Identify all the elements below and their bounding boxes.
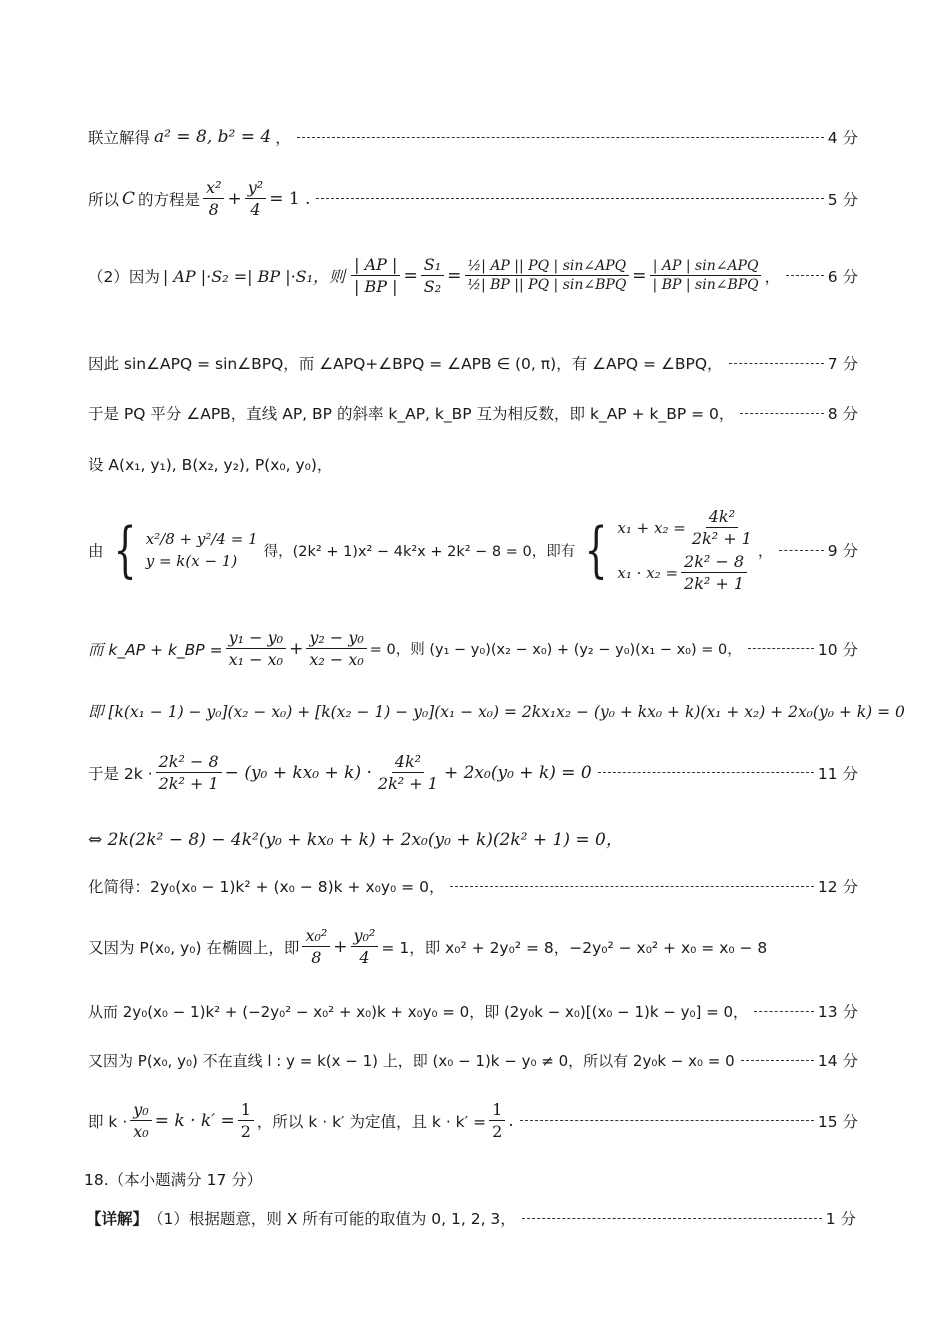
denominator: 2k² + 1 [684,574,745,593]
numerator: 2k² − 8 [156,752,222,773]
dash-leader [779,550,823,551]
numerator: y² [245,178,266,199]
denominator: x₁ − x₀ [228,650,284,669]
score-label: 10 分 [817,640,858,659]
dash-leader [316,198,823,199]
math: = k · k′ = [154,1110,235,1131]
math: | AP |·S₂ =| BP |·S₁，则 [162,267,346,286]
line-7 [88,352,858,374]
line-9 [88,500,858,600]
fraction [226,628,286,669]
line-expand [88,700,905,722]
text: ， [757,542,774,560]
left-brace: { [584,515,608,585]
numerator: y₀ [130,1100,151,1121]
line-10: 而 k_AP + k_BP = $\frac{\text{y₁ − y₀}}{\text{x₁ − x₀}}$ + $\frac{\text{y₂ − y₀}}{\text{x₂ − x₀}}$ = 0，则 (y₁ − y₀)(x₂ − x₀) + (y₂ − y₀)(x₁ − x₀) = 0， 10 分 [88,628,858,669]
line-1 [86,1207,856,1229]
denominator: 2k² + 1 [158,774,219,793]
equation-lhs: x₁ · x₂ = [617,563,679,582]
text: （1）根据题意，则 X 所有可能的取值为 0, 1, 2, 3， [148,1210,516,1228]
numerator: y₀² [351,926,379,947]
math: 即 [k(x₁ − 1) − y₀](x₂ − x₀) + [k(x₂ − 1) − y₀](x₁ − x₀) = 2kx₁x₂ − (y₀ + kx₀ + k)(x₁ + x₂) + 2x₀(y₀ + k) = 0 [88,703,905,721]
line-5 [88,178,858,219]
question-title: 18.（本小题满分 17 分） [84,1171,263,1189]
fraction [238,1100,254,1141]
line-12 [88,875,858,897]
numerator: y₁ − y₀ [226,628,286,649]
fraction [351,255,400,296]
line-13 [88,1000,858,1022]
text: 而 k_AP + k_BP = [88,640,223,659]
detail-tag: 【详解】 [86,1210,149,1228]
denominator: 4 [250,200,261,219]
fraction [464,258,629,293]
line-set-points [88,453,858,475]
text: （2）因为 [88,267,160,286]
math: + 2x₀(y₀ + k) = 0 [443,762,592,783]
equation: y = k(x − 1) [145,552,238,570]
question-18-header [84,1168,854,1190]
score-label: 4 分 [827,129,858,147]
math: . [508,1110,514,1131]
dash-leader [740,413,823,414]
text: ， [764,267,781,286]
numerator: 2k² − 8 [681,552,747,573]
text: ， [275,129,291,147]
math: + [227,188,242,209]
dash-leader [741,1060,814,1061]
text: 又因为 P(x₀, y₀) 在椭圆上，即 [88,938,300,957]
denominator: ½| BP || PQ | sin∠BPQ [467,277,627,293]
text: 于是 2k · [88,764,153,783]
score-label: 6 分 [827,267,858,286]
fraction [421,255,444,296]
fraction [302,926,330,967]
dash-leader [297,137,824,138]
denominator: 8 [311,948,322,967]
numerator: 4k² [392,752,424,773]
text: ，所以 k · k′ 为定值，且 k · k′ = [256,1112,487,1131]
dash-leader [786,275,824,276]
line-14 [88,1049,858,1071]
fraction [245,178,266,219]
denominator: 8 [208,200,219,219]
text: 由 [88,542,104,560]
equation: x²/8 + y²/4 = 1 [145,530,258,548]
score-label: 9 分 [827,542,858,560]
math: − (y₀ + kx₀ + k) · [224,762,372,783]
line-11 [88,752,858,793]
numerator: ½| AP || PQ | sin∠APQ [465,258,630,276]
dash-leader [729,363,824,364]
text: 即 k · [88,1112,128,1131]
left-brace: { [113,515,137,585]
text: 又因为 P(x₀, y₀) 不在直线 l : y = k(x − 1) 上，即 (x₀ − 1)k − y₀ ≠ 0，所以有 2y₀k − x₀ = 0 [88,1051,735,1070]
score-label: 11 分 [817,764,858,783]
equation-lhs: x₁ + x₂ = [617,518,686,537]
math: C [122,188,136,209]
numerator: 4k² [706,507,738,528]
score-label: 5 分 [827,190,858,209]
numerator: 1 [489,1100,505,1121]
dash-leader [522,1218,822,1219]
denominator: x₂ − x₀ [309,650,364,669]
text: = 1，即 x₀² + 2y₀² = 8，−2y₀² − x₀² + x₀ = x₀ − 8 [381,938,768,957]
fraction [689,507,755,548]
text: 联立解得 [88,129,151,147]
text: 设 A(x₁, y₁), B(x₂, y₂), P(x₀, y₀)， [88,456,333,474]
dash-leader [754,1011,814,1012]
dash-leader [450,886,813,887]
fraction [351,926,379,967]
math: ⇔ 2k(2k² − 8) − 4k²(y₀ + kx₀ + k) + 2x₀(y₀ + k)(2k² + 1) = 0， [88,830,623,850]
fraction [375,752,441,793]
numerator: y₂ − y₀ [306,628,366,649]
numerator: x² [203,178,224,199]
fraction [681,552,747,593]
denominator: | BP | sin∠BPQ [652,277,759,293]
numerator: x₀² [302,926,330,947]
fraction [650,258,762,293]
score-label: 15 分 [817,1112,858,1131]
text: 从而 2y₀(x₀ − 1)k² + (−2y₀² − x₀² + x₀)k + x₀y₀ = 0，即 (2y₀k − x₀)[(x₀ − 1)k − y₀] = 0， [88,1002,749,1021]
score-label: 12 分 [817,878,858,896]
line-8 [88,402,858,424]
score-label: 7 分 [827,355,858,373]
denominator: 2 [240,1122,251,1141]
numerator: S₁ [421,255,444,276]
math: a² = 8, b² = 4 [154,127,272,147]
score-label: 1 分 [825,1210,856,1228]
line-15 [88,1100,858,1141]
fraction [156,752,222,793]
numerator: 1 [238,1100,254,1121]
line-equivalent [88,825,858,850]
text: 所以 [88,190,120,209]
text: = 0，则 (y₁ − y₀)(x₂ − x₀) + (y₂ − y₀)(x₁ − x₀) = 0， [369,642,742,658]
denominator: 4 [359,948,370,967]
denominator: 2 [492,1122,503,1141]
denominator: S₂ [423,277,442,296]
equation-system [617,507,757,593]
text: 化简得：2y₀(x₀ − 1)k² + (x₀ − 8)k + x₀y₀ = 0， [88,878,445,896]
dash-leader [598,772,814,773]
numerator: | AP | [351,255,400,276]
line-ellipse: 又因为 P(x₀, y₀) 在椭圆上，即 $\frac{\text{x₀²}}{8}$ + $\frac{\text{y₀²}}{4}$ = 1，即 x₀² + 2y₀² = 8，−2y₀² − x₀² + x₀ = x₀ − 8 [88,926,768,967]
fraction [203,178,224,219]
denominator: 2k² + 1 [691,529,752,548]
line-6: （2）因为 | AP |·S₂ =| BP |·S₁，则 $\frac{| AP |}{| BP |}$ = $\frac{\text{S₁}}{\text{S₂}}$ = $\frac{\text{½| AP || PQ | sin∠APQ}}{\text{½| BP || PQ | sin∠BPQ}}$ = $\frac{\text{| AP | sin∠APQ}}{\text{| BP | sin∠BPQ}}$ ， 6 分 [88,255,858,296]
denominator: 2k² + 1 [377,774,438,793]
score-label: 8 分 [827,405,858,423]
denominator: | BP | [354,277,398,296]
score-label: 13 分 [817,1003,858,1021]
text: 的方程是 [138,190,201,209]
dash-leader [520,1120,814,1121]
equation-system [146,530,258,570]
text: 得，(2k² + 1)x² − 4k²x + 2k² − 8 = 0，即有 [263,543,576,560]
numerator: | AP | sin∠APQ [650,258,762,276]
dash-leader [748,648,814,649]
math: = 1 . [269,188,311,209]
score-label: 14 分 [817,1052,858,1070]
text: 于是 PQ 平分 ∠APB，直线 AP, BP 的斜率 k_AP, k_BP 互为相反数，即 k_AP + k_BP = 0， [88,405,735,423]
line-4 [88,126,858,148]
denominator: x₀ [133,1122,149,1141]
fraction [489,1100,505,1141]
text: 因此 sin∠APQ = sin∠BPQ，而 ∠APQ+∠BPQ = ∠APB ∈ (0, π)，有 ∠APQ = ∠BPQ， [88,355,723,373]
fraction [306,628,366,669]
fraction [130,1100,151,1141]
